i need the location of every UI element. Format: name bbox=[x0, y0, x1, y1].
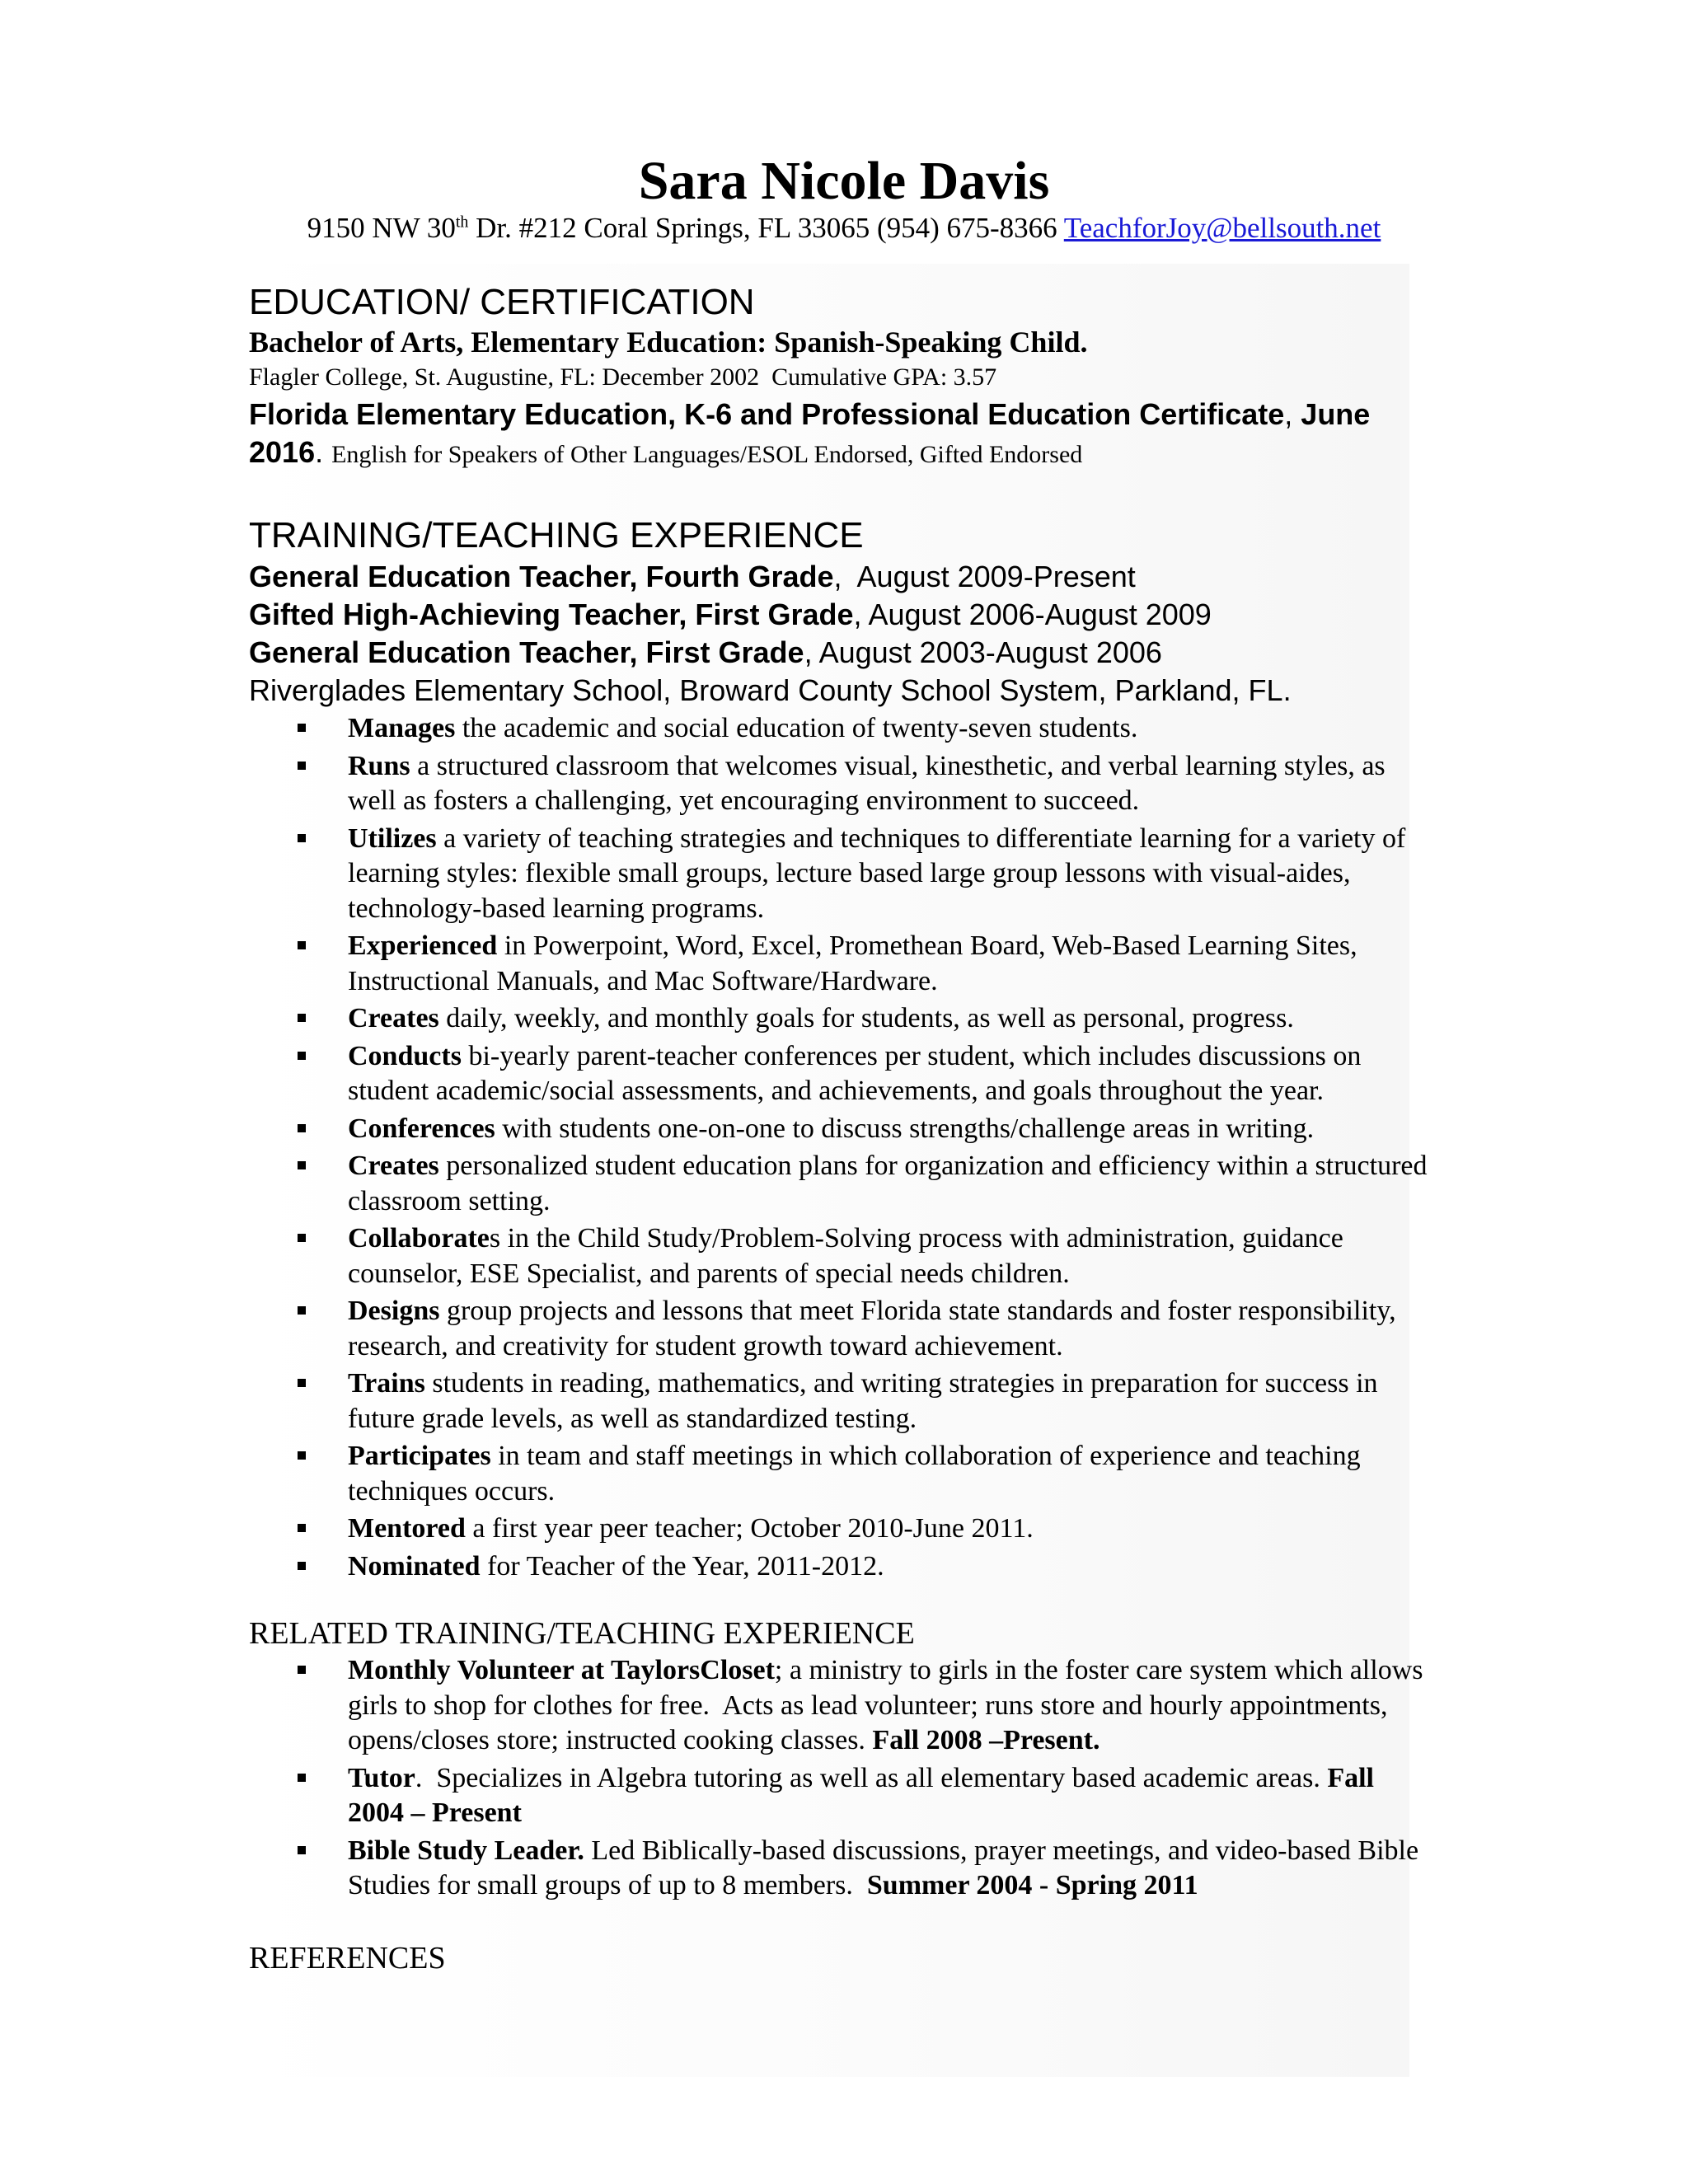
job-entry bbox=[249, 596, 1436, 634]
address-prefix: 9150 NW 30 bbox=[307, 212, 456, 244]
bullet-lead: Trains bbox=[348, 1368, 425, 1399]
bullet-lead: Creates bbox=[348, 1003, 439, 1033]
certification bbox=[249, 396, 1436, 474]
references-section bbox=[249, 1938, 1436, 1978]
related-bullets bbox=[249, 1653, 1436, 1904]
bullet-text: bi-yearly parent-teacher conferences per student, which includes discussions on student academic/social assessments, and achievements, and goals throughout the year. bbox=[348, 1040, 1362, 1106]
related-lead: Tutor bbox=[348, 1762, 415, 1793]
list-item bbox=[249, 1001, 1436, 1037]
bullet-text: a variety of teaching strategies and techniques to differentiate learning for a variety of learning styles: flexible small groups, lecture based large group lessons with visual-aides, technology-based learning programs. bbox=[348, 823, 1406, 924]
bullet-lead: Participates bbox=[348, 1441, 491, 1471]
list-item bbox=[249, 1439, 1436, 1509]
related-dates: Fall 2004 – Present bbox=[348, 1762, 1375, 1828]
related-section bbox=[249, 1614, 1436, 1904]
list-item bbox=[249, 822, 1436, 927]
job-title: Gifted High-Achieving Teacher, First Grade bbox=[249, 598, 854, 631]
list-item bbox=[249, 1221, 1436, 1291]
bullet-text: in team and staff meetings in which collaboration of experience and teaching techniques occurs. bbox=[348, 1441, 1361, 1507]
related-dates: Summer 2004 - Spring 2011 bbox=[866, 1870, 1198, 1900]
contact-line bbox=[0, 209, 1688, 247]
list-item bbox=[249, 1653, 1436, 1759]
related-lead: Bible Study Leader. bbox=[348, 1835, 584, 1866]
bullet-lead: Manages bbox=[348, 713, 456, 743]
bullet-text: in Powerpoint, Word, Excel, Promethean Board, Web-Based Learning Sites, Instructional Manuals, and Mac Software/Hardware. bbox=[348, 930, 1357, 996]
email-link[interactable]: TeachforJoy@bellsouth.net bbox=[1063, 212, 1381, 244]
list-item bbox=[249, 1294, 1436, 1364]
related-text: Led Biblically-based discussions, prayer meetings, and video-based Bible Studies for small groups of up to 8 members. bbox=[348, 1835, 1426, 1900]
list-item bbox=[249, 1761, 1436, 1831]
related-text: ; a ministry to girls in the foster care system which allows girls to shop for clothes for free. Acts as lead volunteer; runs store and hourly appointments, opens/closes store; instructed cooking classes. bbox=[348, 1655, 1430, 1755]
education-section bbox=[249, 280, 1436, 474]
bullet-lead: Conferences bbox=[348, 1113, 495, 1144]
job-entry bbox=[249, 558, 1436, 596]
cert-dot: . bbox=[315, 435, 332, 469]
school-line: Flagler College, St. Augustine, FL: December 2002 Cumulative GPA: 3.57 bbox=[249, 363, 997, 391]
list-item bbox=[249, 1366, 1436, 1436]
list-item bbox=[249, 1112, 1436, 1147]
job-dates: , August 2003-August 2006 bbox=[804, 635, 1162, 669]
list-item bbox=[249, 929, 1436, 999]
list-item bbox=[249, 711, 1436, 747]
bullet-lead: Mentored bbox=[348, 1513, 466, 1544]
bullet-text: personalized student education plans for organization and efficiency within a structured classroom setting. bbox=[348, 1151, 1428, 1216]
cert-endorsements: English for Speakers of Other Languages/ESOL Endorsed, Gifted Endorsed bbox=[331, 441, 1083, 468]
address-rest: Dr. #212 Coral Springs, FL 33065 (954) 675-8366 bbox=[468, 212, 1064, 244]
list-item bbox=[249, 1149, 1436, 1219]
related-lead: Monthly Volunteer at TaylorsCloset bbox=[348, 1655, 775, 1685]
bullet-text: with students one-on-one to discuss strengths/challenge areas in writing. bbox=[495, 1113, 1315, 1144]
cert-title: Florida Elementary Education, K-6 and Professional Education Certificate bbox=[249, 397, 1285, 431]
job-entry bbox=[249, 634, 1436, 672]
bullet-lead: Nominated bbox=[348, 1550, 481, 1582]
bullet-text: a first year peer teacher; October 2010-June 2011. bbox=[465, 1513, 1034, 1544]
job-list bbox=[249, 558, 1436, 710]
bullet-lead: Conducts bbox=[348, 1040, 462, 1071]
address-ordinal: th bbox=[455, 213, 469, 232]
list-item bbox=[249, 1549, 1436, 1585]
resume-content bbox=[249, 280, 1436, 1978]
experience-heading: TRAINING/TEACHING EXPERIENCE bbox=[249, 515, 864, 555]
degree-title: Bachelor of Arts, Elementary Education: Spanish-Speaking Child. bbox=[249, 326, 1088, 359]
bullet-lead: Experienced bbox=[348, 930, 498, 961]
bullet-text: students in reading, mathematics, and writing strategies in preparation for success in future grade levels, as well as standardized testing. bbox=[348, 1368, 1378, 1434]
list-item bbox=[249, 1834, 1436, 1904]
bullet-text: group projects and lessons that meet Florida state standards and foster responsibility, research, and creativity for student growth toward achievement. bbox=[348, 1296, 1396, 1361]
bullet-lead: Utilizes bbox=[348, 823, 437, 854]
bullet-lead: Creates bbox=[348, 1151, 439, 1181]
references-heading: REFERENCES bbox=[249, 1940, 446, 1975]
resume-name: Sara Nicole Davis bbox=[638, 151, 1050, 211]
bullet-lead: Runs bbox=[348, 750, 410, 781]
job-title: General Education Teacher, First Grade bbox=[249, 635, 804, 669]
job-title: General Education Teacher, Fourth Grade bbox=[249, 560, 834, 593]
job-dates: , August 2006-August 2009 bbox=[853, 598, 1212, 631]
bullet-lead: Collaborate bbox=[348, 1223, 490, 1254]
bullet-lead: Designs bbox=[348, 1296, 440, 1326]
bullet-text: daily, weekly, and monthly goals for students, as well as personal, progress. bbox=[438, 1003, 1294, 1033]
list-item bbox=[249, 1511, 1436, 1547]
related-dates: Fall 2008 –Present bbox=[872, 1725, 1093, 1755]
experience-section bbox=[249, 513, 1436, 1584]
cert-date: June 2016 bbox=[249, 397, 1371, 469]
list-item bbox=[249, 1039, 1436, 1109]
cert-comma: , bbox=[1284, 397, 1301, 431]
bullet-text: the academic and social education of twenty-seven students. bbox=[455, 713, 1138, 743]
job-dates: , August 2009-Present bbox=[833, 560, 1136, 593]
bullet-text: a structured classroom that welcomes visual, kinesthetic, and verbal learning styles, as well as fosters a challenging, yet encouraging environment to succeed. bbox=[348, 750, 1386, 816]
related-tail: . bbox=[1092, 1725, 1100, 1755]
school-location: Riverglades Elementary School, Broward County School System, Parkland, FL. bbox=[249, 673, 1292, 707]
bullet-text: s in the Child Study/Problem-Solving process with administration, guidance counselor, ESE Specialist, and parents of special needs children. bbox=[348, 1223, 1343, 1289]
education-heading: EDUCATION/ CERTIFICATION bbox=[249, 282, 755, 322]
list-item bbox=[249, 749, 1436, 819]
related-heading: RELATED TRAINING/TEACHING EXPERIENCE bbox=[249, 1616, 915, 1651]
related-text: . Specializes in Algebra tutoring as well as all elementary based academic areas. bbox=[415, 1762, 1328, 1793]
experience-bullets bbox=[249, 711, 1436, 1584]
bullet-text: for Teacher of the Year, 2011-2012. bbox=[480, 1550, 884, 1582]
